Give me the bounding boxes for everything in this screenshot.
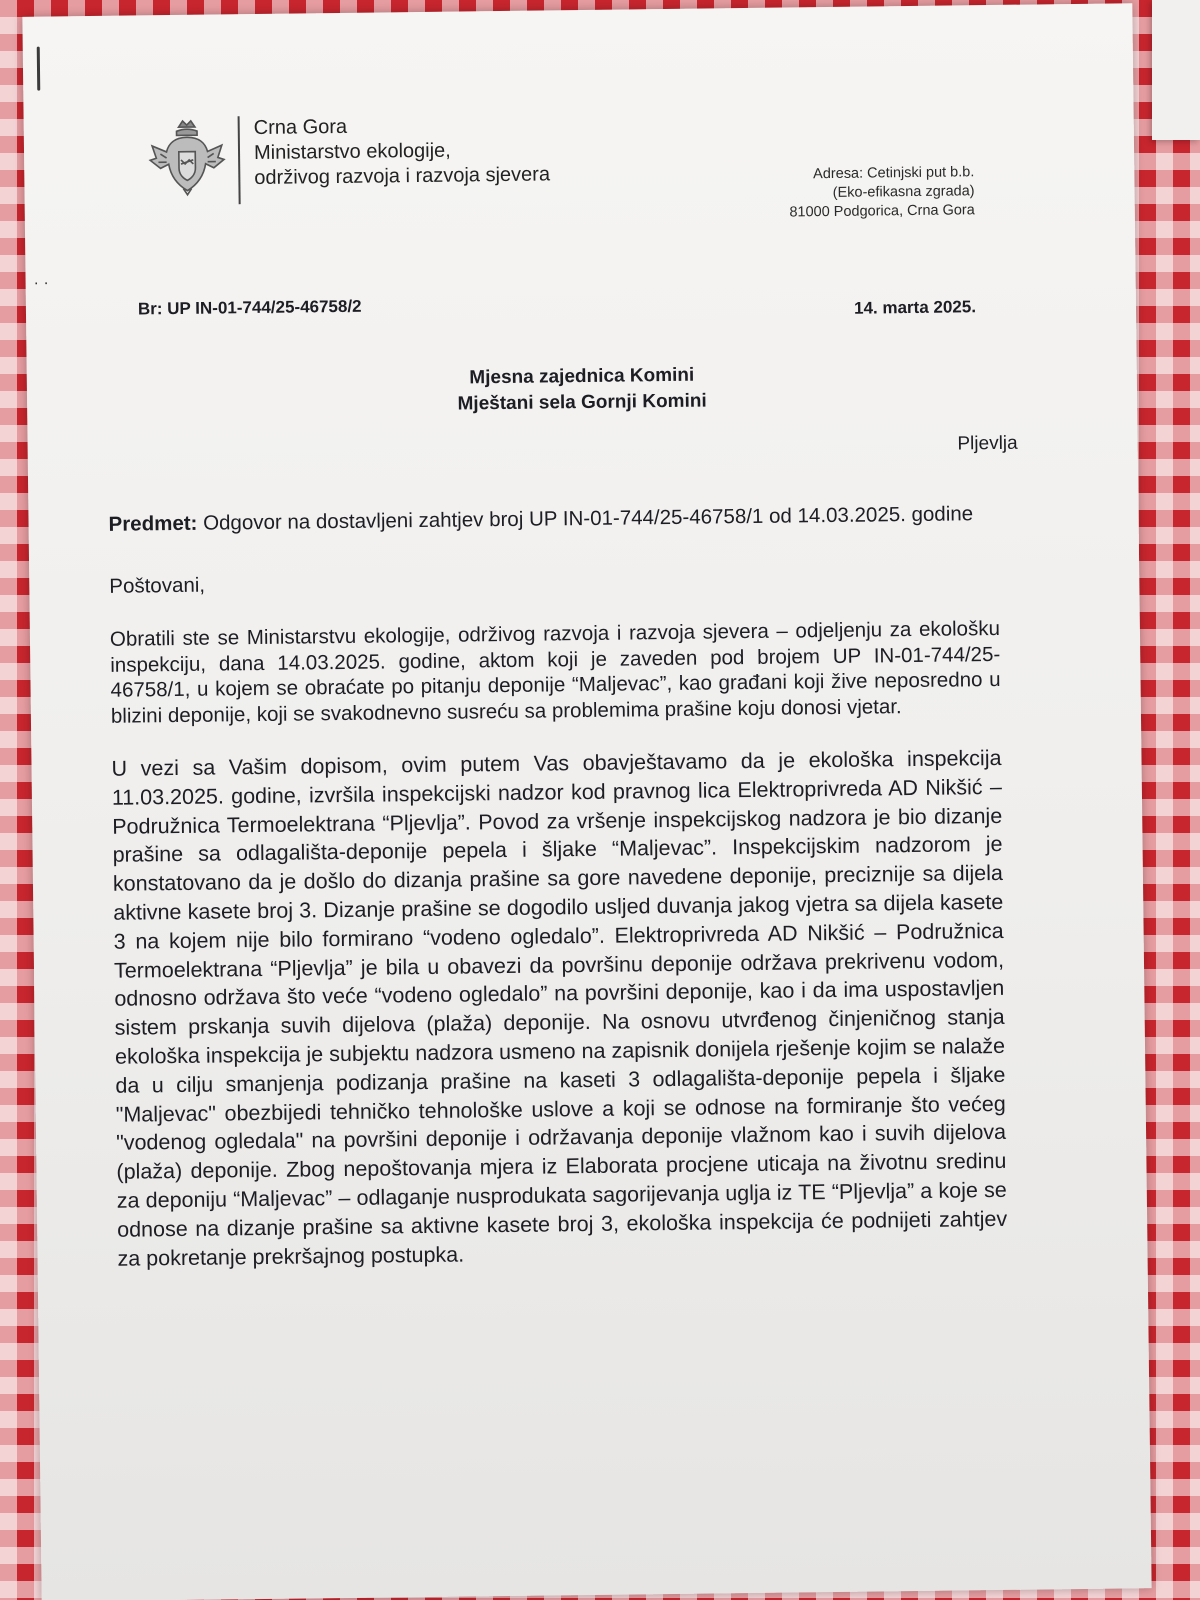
recipient-line-1: Mjesna zajednica Komini: [469, 364, 695, 389]
letter-date: 14. marta 2025.: [853, 297, 977, 318]
body-paragraph-2: U vezi sa Vašim dopisom, ovim putem Vas obavještavamo da je ekološka inspekcija 11.03.2025. godine, izvršila inspekcijski nadzor kod pravnog lica Elektroprivreda AD Nikšić – Podružnica Termoelektrana “Pljevlja”. Povod za vršenje inspekcijskog nadzora je bio dizanje prašine sa odlagališta-deponije pepela i šljake “Maljevac”. Inspekcijskim nadzorom je konstatovano da je došlo do dizanja prašine sa gore navedene deponije, preciznije sa dijela aktivne kasete broj 3. Dizanje prašine se dogodilo usljed duvanja jakog vjetra sa dijela kasete 3 na kojem nije bilo formirano “vodeno ogledalo”. Elektroprivreda AD Nikšić – Podružnica Termoelektrana “Pljevlja” je bila u obavezi da površinu deponije održava prekrivenu vodom, odnosno održava što veće “vodeno ogledalo” na površini deponije, kao i da ima uspostavljen sistem prskanja suvih dijelova (plaža) deponije. Na osnovu utvrđenog činjeničnog stanja ekološka inspekcija je subjektu nadzora usmeno na zapisnik donijela rješenje kojim se nalaže da u cilju smanjenja podizanja prašine na kaseti 3 odlagališta-deponije pepela i šljake "Maljevac" obezbijedi tehničko tehnološke uslove a koji se odnose na formiranje što većeg "vodenog ogledala" na površini deponije i održavanja deponije vlažnom kao i suvih dijelova (plaža) deponije. Zbog nepoštovanja mjera iz Elaborata procjene uticaja na životnu sredinu za deponiju “Maljevac” – odlaganje nusprodukata sagorijevanja uglja iz TE “Pljevlja” a koje se odnose na dizanje prašine sa aktivne kasete broj 3, ekološka inspekcija će podnijeti zahtjev za pokretanje prekršajnog postupka.: [111, 745, 1008, 1271]
salutation: Poštovani,: [109, 573, 206, 598]
reference-number: Br: UP IN-01-744/25-46758/2: [137, 296, 362, 319]
coat-of-arms-icon: [146, 116, 229, 199]
address-line-2: (Eko-efikasna zgrada): [832, 183, 975, 201]
subject-line: [108, 501, 998, 537]
address-line-3: 81000 Podgorica, Crna Gora: [789, 202, 975, 221]
staple-mark: [37, 47, 41, 91]
ministry-line-2: održivog razvoja i razvoja sjevera: [254, 163, 551, 190]
paper-speck: · ·: [33, 274, 49, 292]
ministry-line-1: Ministarstvo ekologije,: [253, 139, 451, 165]
recipient-city: Pljevlja: [957, 432, 1018, 455]
letterhead-divider: [238, 116, 241, 204]
country-name: Crna Gora: [253, 115, 348, 140]
address-block: [789, 163, 975, 222]
subject-label: Predmet:: [108, 511, 198, 536]
ministry-name: [254, 112, 551, 191]
letter-sheet: [22, 3, 1151, 1600]
background-paper-corner: [1152, 0, 1200, 140]
letter-body: [108, 501, 1007, 1273]
recipient-block: [27, 357, 1138, 423]
address-line-1: Adresa: Cetinjski put b.b.: [813, 164, 975, 183]
letterhead: [146, 112, 551, 205]
subject-text: Odgovor na dostavljeni zahtjev broj UP IN-01-744/25-46758/1 od 14.03.2025. godine: [202, 502, 974, 535]
recipient-line-2: Mještani sela Gornji Komini: [457, 390, 707, 415]
body-paragraph-1: Obratili ste se Ministarstvu ekologije, održivog razvoja i razvoja sjevera – odjeljenju za ekološku inspekciju, dana 14.03.2025. godine, aktom koji je zaveden pod brojem UP IN-01-744/25-46758/1, u kojem se obraćate po pitanju deponije “Maljevac”, kao građani koji žive neposredno u blizini deponije, koji se svakodnevno susreću sa problemima prašine koju donosi vjetar.: [109, 616, 1001, 728]
